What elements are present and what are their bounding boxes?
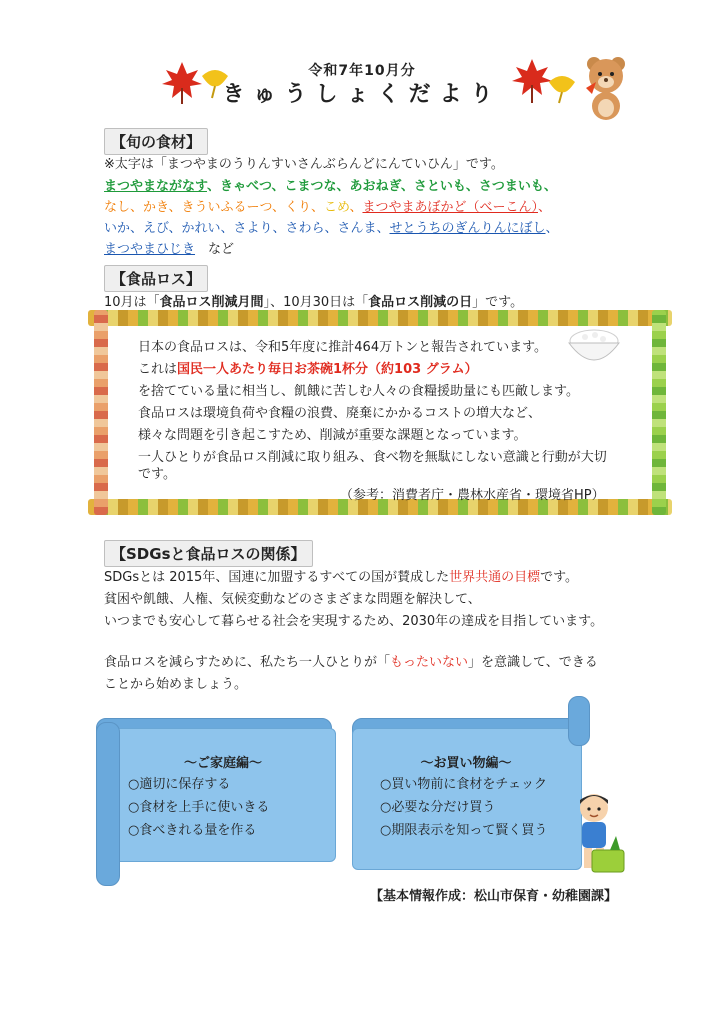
ginkgo-leaf-icon xyxy=(546,72,578,104)
home-item-1: ○適切に保存する xyxy=(128,777,231,792)
footer-credit: 【基本情報作成：松山市保育・幼稚園課】 xyxy=(370,889,618,904)
seasonal-heading: 【旬の食材】 xyxy=(104,128,208,155)
sdgs-line-3: いつまでも安心して暮らせる社会を実現するため、2030年の達成を目指しています。 xyxy=(104,614,604,629)
food-loss-intro-segment: 食品ロス削減の日 xyxy=(368,295,473,310)
seasonal-line-1-segment: 、きゃべつ、こまつな、あおねぎ、さといも、さつまいも、 xyxy=(206,179,557,194)
bear-icon xyxy=(582,52,630,122)
seasonal-line-2-segment: なし、かき、きういふるーつ、くり、 xyxy=(104,200,324,215)
seasonal-line-4-segment: など xyxy=(195,242,235,257)
food-loss-intro-segment: 食品ロス削減月間 xyxy=(159,295,264,310)
seasonal-line-4 xyxy=(104,239,234,260)
shopping-item-3: ○期限表示を知って賢く買う xyxy=(380,823,548,838)
shopping-list-title: ～お買い物編～ xyxy=(420,756,512,771)
sdgs-line-4 xyxy=(104,652,598,673)
seasonal-line-3 xyxy=(104,218,559,239)
food-loss-intro-segment: 」、10月30日は「 xyxy=(263,295,369,310)
child-shopping-icon xyxy=(570,790,632,876)
box-line-7: です。 xyxy=(138,467,176,482)
sdgs-line-2: 貧困や飢餓、人権、気候変動などのさまざまな問題を解決して、 xyxy=(104,592,481,607)
sdgs-line-4-post: 」を意識して、できる xyxy=(468,655,598,670)
sdgs-line-1-post: です。 xyxy=(540,570,579,585)
issue-period: 令和7年10月分 xyxy=(308,63,416,79)
reference-note: （参考：消費者庁・農林水産省・環境省HP） xyxy=(340,488,605,503)
seasonal-line-2-segment: まつやまあぼかど（べーこん） xyxy=(362,200,538,215)
home-list-title: ～ご家庭編～ xyxy=(183,756,262,771)
seasonal-line-3-segment: せとうちのぎんりんにぼし xyxy=(389,221,546,236)
food-loss-heading: 【食品ロス】 xyxy=(104,265,208,292)
seasonal-line-1-segment: まつやまながなす xyxy=(104,179,207,194)
seasonal-note: ※太字は「まつやまのうりんすいさんぶらんどにんていひん」です。 xyxy=(104,157,504,172)
home-scroll xyxy=(104,728,336,862)
sdgs-line-5: ことから始めましょう。 xyxy=(104,677,248,692)
box-line-4: 食品ロスは環境負荷や食糧の浪費、廃棄にかかるコストの増大など、 xyxy=(138,406,542,421)
box-line-6: 一人ひとりが食品ロス削減に取り組み、食べ物を無駄にしない意識と行動が大切 xyxy=(138,450,607,465)
home-item-2: ○食材を上手に使いきる xyxy=(128,800,270,815)
box-line-1: 日本の食品ロスは、令和5年度に推計464万トンと報告されています。 xyxy=(138,340,548,355)
seasonal-line-2-segment: 、 xyxy=(349,200,363,215)
box-line-3: を捨てている量に相当し、飢餓に苦しむ人々の食糧援助量にも匹敵します。 xyxy=(138,384,579,399)
box-line-2-pre: これは xyxy=(138,362,178,377)
rice-bowl-amount: 国民一人あたり毎日お茶碗1杯分（約103 グラム） xyxy=(177,362,478,377)
seasonal-line-3-segment: 、 xyxy=(545,221,559,236)
newsletter-title: きゅうしょくだより xyxy=(222,82,502,107)
seasonal-line-1 xyxy=(104,176,557,197)
home-item-3: ○食べきれる量を作る xyxy=(128,823,257,838)
sdgs-line-1 xyxy=(104,567,578,588)
home-scroll-left-curl xyxy=(96,722,120,886)
ginkgo-leaf-icon xyxy=(198,66,232,100)
seasonal-line-3-segment: いか、えび、かれい、さより、さわら、さんま、 xyxy=(104,221,390,236)
seasonal-line-2 xyxy=(104,197,551,218)
shopping-item-1: ○買い物前に食材をチェック xyxy=(380,777,547,792)
sdgs-line-4-pre: 食品ロスを減らすために、私たち一人ひとりが「 xyxy=(104,655,391,670)
mottainai: もったいない xyxy=(390,655,469,670)
box-line-2 xyxy=(138,358,478,377)
sdgs-heading: 【SDGsと食品ロスの関係】 xyxy=(104,540,313,567)
seasonal-line-2-segment: こめ xyxy=(323,200,350,215)
food-loss-intro-segment: 」です。 xyxy=(472,295,524,310)
food-loss-intro-segment: 10月は「 xyxy=(104,295,160,310)
sdgs-line-1-pre: SDGsとは 2015年、国連に加盟するすべての国が賛成した xyxy=(104,570,450,585)
seasonal-line-4-segment: まつやまひじき xyxy=(104,242,196,257)
shopping-scroll-right-curl xyxy=(568,696,590,746)
shopping-item-2: ○必要な分だけ買う xyxy=(380,800,496,815)
rice-bowl-icon xyxy=(565,325,623,371)
box-line-5: 様々な問題を引き起こすため、削減が重要な課題となっています。 xyxy=(138,428,527,443)
global-goals: 世界共通の目標 xyxy=(449,570,541,585)
seasonal-line-2-segment: 、 xyxy=(537,200,551,215)
